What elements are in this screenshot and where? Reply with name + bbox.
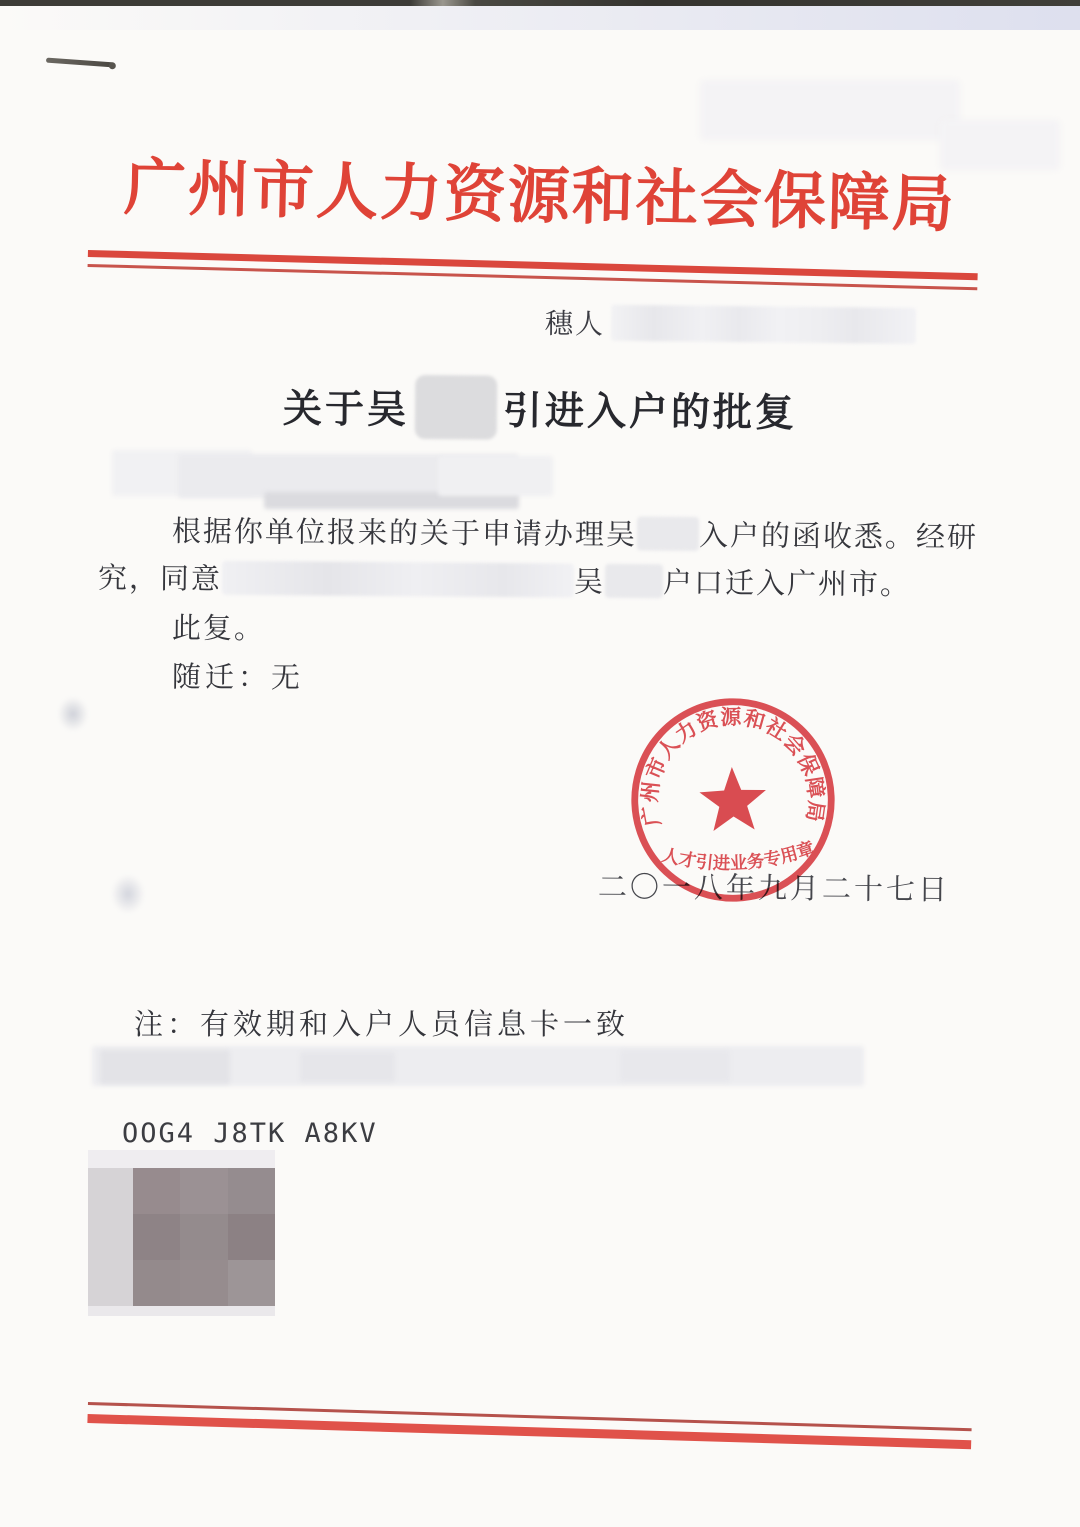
doc-number-line	[545, 302, 916, 346]
document-title	[0, 371, 1080, 444]
body-text: 吴	[573, 566, 606, 599]
redaction-name	[637, 516, 699, 550]
seal-banner-text: 人才引进业务专用章	[660, 837, 817, 874]
mosaic-cell	[228, 1260, 275, 1306]
seal-ring-text: 广州市人力资源和社会保障局	[637, 704, 829, 829]
agency-header-title: 广州市人力资源和社会保障局	[123, 154, 957, 240]
staple-mark	[46, 58, 114, 68]
mosaic-cell	[133, 1168, 180, 1214]
mosaic-top-strip	[88, 1150, 275, 1168]
mosaic-cell	[133, 1260, 180, 1306]
official-seal	[622, 689, 843, 910]
verification-code: OOG4 J8TK A8KV	[122, 1118, 378, 1149]
body-text: 户口迁入广州市。	[662, 567, 912, 602]
redaction-doc-number	[611, 305, 916, 344]
ink-smudge	[104, 866, 152, 922]
svg-text:人才引进业务专用章	[659, 837, 818, 876]
scanner-light-band	[0, 6, 1080, 30]
mosaic-cell	[180, 1168, 227, 1214]
body-line-1	[172, 509, 978, 556]
mosaic-cell	[228, 1168, 275, 1214]
body-line-accompanying: 随迁：无	[171, 661, 305, 695]
document-title-prefix: 关于吴	[282, 387, 410, 432]
note-line: 注：有效期和入户人员信息卡一致	[134, 1009, 630, 1041]
mosaic-cell	[180, 1260, 227, 1306]
scan-blur-patch	[700, 80, 960, 140]
mosaic-grid	[133, 1168, 275, 1306]
redaction-name	[415, 375, 498, 440]
mosaic-cell	[133, 1214, 180, 1260]
redaction-mosaic	[88, 1150, 275, 1316]
date-line: 二〇一八年九月二十七日	[597, 871, 951, 907]
redaction-note	[100, 1050, 230, 1084]
mosaic-cell	[228, 1214, 275, 1260]
mosaic-cell	[180, 1214, 227, 1260]
official-seal-graphic	[622, 689, 843, 910]
footer-rule-thick	[87, 1414, 971, 1449]
body-text: 入户的函收悉。经研	[698, 519, 979, 555]
footer-rule	[87, 1402, 971, 1449]
body-line-2	[98, 556, 911, 603]
redaction-name	[605, 564, 663, 598]
star-icon	[699, 766, 768, 832]
redaction-note	[620, 1050, 730, 1082]
body-text: 根据你单位报来的关于申请办理吴	[171, 515, 638, 552]
mosaic-left-column	[88, 1168, 133, 1306]
redaction-recipient	[438, 456, 553, 496]
body-text: 究，同意	[97, 562, 223, 596]
ink-smudge	[52, 690, 94, 738]
mosaic-bottom-strip	[88, 1306, 275, 1316]
letterhead-rule	[88, 250, 978, 290]
doc-number-prefix: 穗人	[544, 309, 606, 341]
document-title-suffix: 引进入户的批复	[502, 389, 798, 436]
body-line-3: 此复。	[171, 612, 266, 646]
redaction-note	[300, 1052, 395, 1082]
redaction-unit-name	[222, 561, 574, 598]
